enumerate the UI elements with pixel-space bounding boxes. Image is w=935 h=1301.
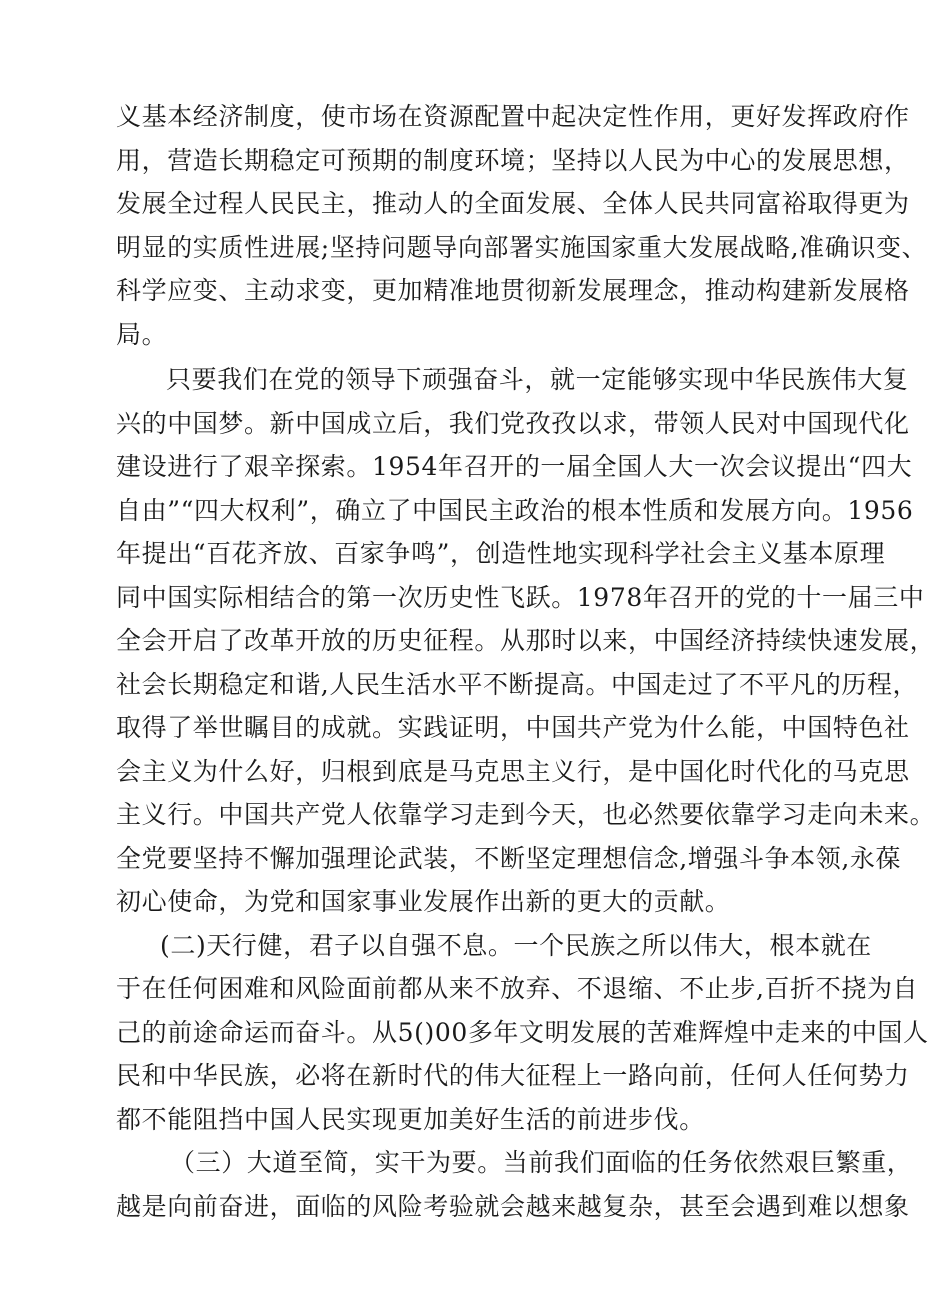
text-line: 社会长期稳定和谐,人民生活水平不断提高。中国走过了不平凡的历程， (116, 670, 919, 699)
text-line: 同中国实际相结合的第一次历史性飞跃。1978年召开的党的十一届三中 (116, 583, 925, 612)
text-line: 兴的中国梦。新中国成立后，我们党孜孜以求，带领人民对中国现代化 (116, 409, 910, 438)
text-line: 建设进行了艰辛探索。1954年召开的一届全国人大一次会议提出“四大 (116, 452, 913, 481)
text-line: 都不能阻挡中国人民实现更加美好生活的前进步伐。 (116, 1105, 705, 1134)
text-line: 己的前途命运而奋斗。从5()00多年文明发展的苦难辉煌中走来的中国人 (116, 1018, 929, 1047)
text-line: 全党要坚持不懈加强理论武装，不断坚定理想信念,增强斗争本领,永葆 (116, 844, 902, 873)
text-line: 取得了举世瞩目的成就。实践证明，中国共产党为什么能，中国特色社 (116, 713, 910, 742)
text-line: 发展全过程人民民主，推动人的全面发展、全体人民共同富裕取得更为 (116, 189, 910, 218)
section-heading-line: (二)天行健，君子以自强不息。一个民族之所以伟大，根本就在 (160, 931, 872, 960)
text-line: 主义行。中国共产党人依靠学习走到今天，也必然要依靠学习走向未来。 (116, 800, 935, 829)
text-line: 于在任何困难和风险面前都从来不放弃、不退缩、不止步,百折不挠为自 (116, 974, 919, 1003)
text-line: 用，营造长期稳定可预期的制度环境；坚持以人民为中心的发展思想， (116, 146, 910, 175)
text-line: 义基本经济制度，使市场在资源配置中起决定性作用，更好发挥政府作 (116, 102, 910, 131)
paragraph-first-line: 只要我们在党的领导下顽强奋斗，就一定能够实现中华民族伟大复 (166, 365, 909, 394)
text-line: 自由”“四大权利”，确立了中国民主政治的根本性质和发展方向。1956 (116, 496, 914, 525)
text-line: 会主义为什么好，归根到底是马克思主义行，是中国化时代化的马克思 (116, 757, 910, 786)
text-line: 明显的实质性进展;坚持问题导向部署实施国家重大发展战略,准确识变、 (116, 233, 928, 262)
text-line: 越是向前奋进，面临的风险考验就会越来越复杂，甚至会遇到难以想象 (116, 1192, 910, 1221)
text-line: 民和中华民族，必将在新时代的伟大征程上一路向前，任何人任何势力 (116, 1061, 910, 1090)
text-line: 全会开启了改革开放的历史征程。从那时以来，中国经济持续快速发展， (116, 626, 935, 655)
text-line: 初心使命，为党和国家事业发展作出新的更大的贡献。 (116, 887, 731, 916)
text-line: 年提出“百花齐放、百家争鸣”，创造性地实现科学社会主义基本原理 (116, 539, 886, 568)
text-line: 科学应变、主动求变，更加精准地贯彻新发展理念，推动构建新发展格 (116, 276, 910, 305)
section-heading-line: （三）大道至简，实干为要。当前我们面临的任务依然艰巨繁重， (170, 1148, 913, 1177)
text-line: 局。 (116, 320, 168, 349)
